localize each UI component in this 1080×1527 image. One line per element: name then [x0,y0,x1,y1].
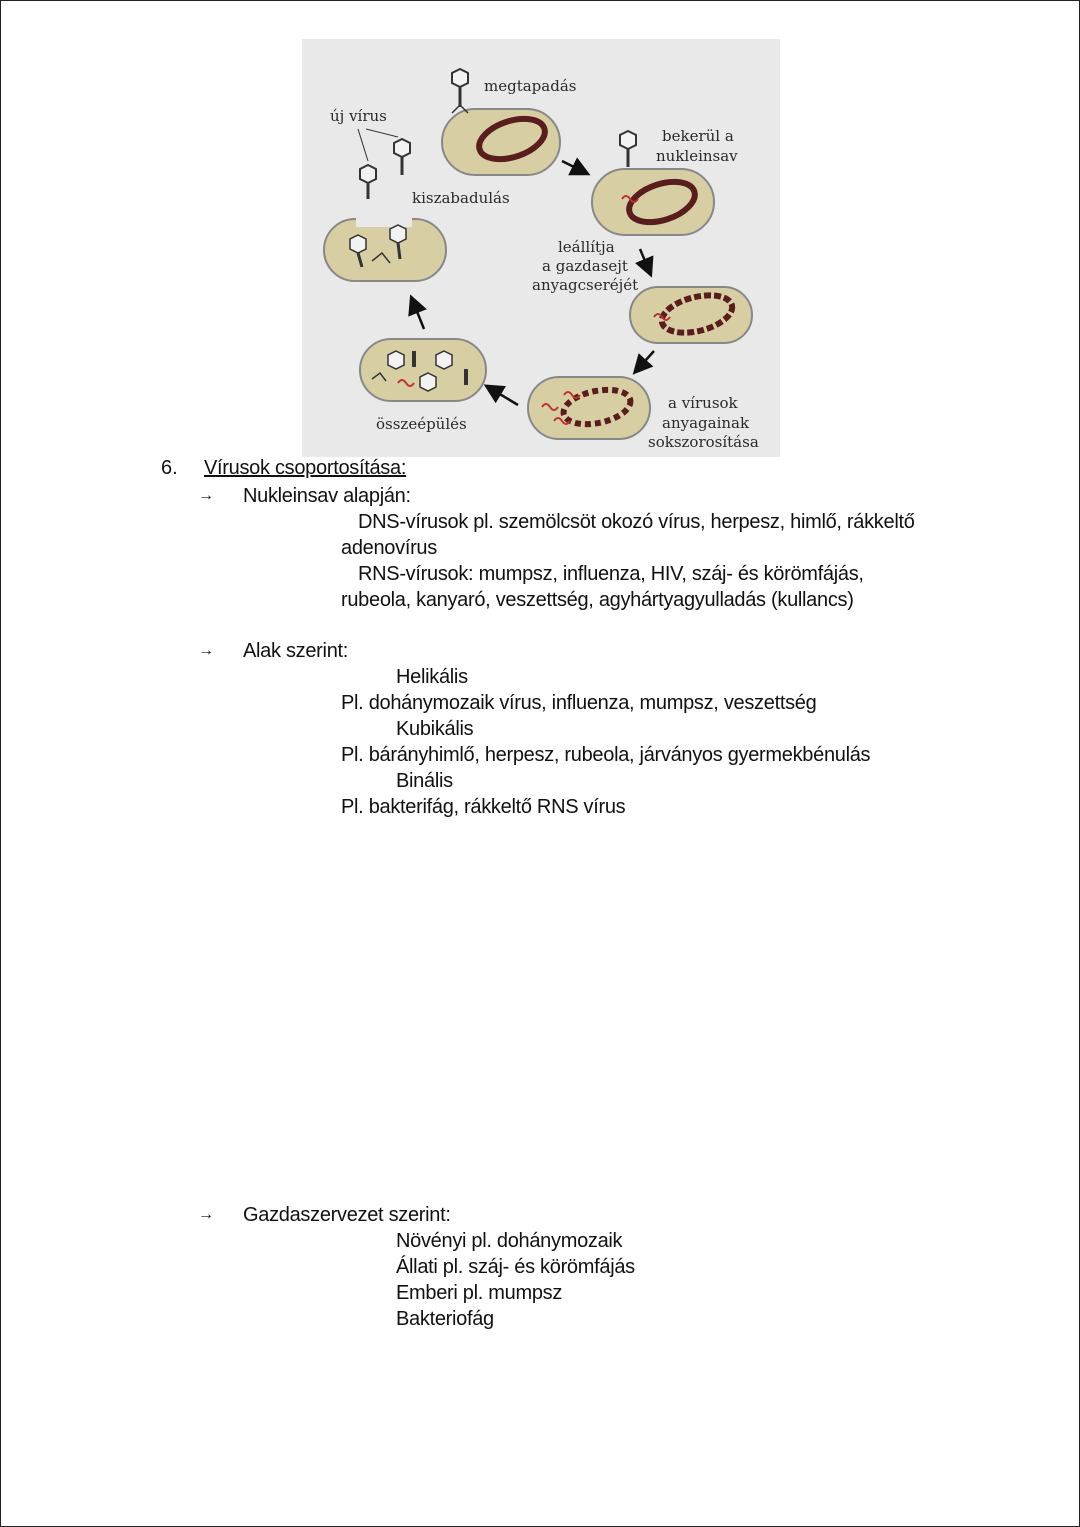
rns-line-1: RNS-vírusok: mumpsz, influenza, HIV, száj- és körömfájás, [358,563,864,585]
label-entry-1: bekerül a [662,127,734,145]
label-replication-1: a vírusok [668,394,738,412]
host-human: Emberi pl. mumpsz [396,1282,563,1304]
label-new-virus: új vírus [330,107,387,125]
label-stop-3: anyagcseréjét [532,276,639,294]
label-entry-2: nukleinsav [656,147,738,165]
shape-helical-example: Pl. dohánymozaik vírus, influenza, mumpsz, veszettség [341,692,817,714]
section-number: 6. [161,457,178,479]
label-replication-3: sokszorosítása [648,433,759,451]
cell-metabolism-stop [630,287,752,343]
cell-replication [528,377,650,439]
shape-heading: Alak szerint: [243,640,349,662]
shape-cubic-example: Pl. bárányhimlő, herpesz, rubeola, járványos gyermekbénulás [341,744,871,766]
shape-helical: Helikális [396,666,468,688]
label-release: kiszabadulás [412,189,510,207]
nucleic-heading: Nukleinsav alapján: [243,485,411,507]
shape-cubic: Kubikális [396,718,474,740]
host-animal: Állati pl. száj- és körömfájás [396,1256,635,1278]
bullet-arrow-icon: → [198,1206,214,1223]
cell-assembly [360,339,486,401]
label-replication-2: anyagainak [662,414,750,432]
bullet-arrow-icon: → [198,487,214,504]
shape-binal: Binális [396,770,453,792]
virus-lifecycle-figure [302,39,780,457]
host-plant: Növényi pl. dohánymozaik [396,1230,623,1252]
dns-line-1: DNS-vírusok pl. szemölcsöt okozó vírus, herpesz, himlő, rákkeltő [358,511,915,533]
label-stop-2: a gazdasejt [542,257,628,275]
label-attachment: megtapadás [484,77,577,95]
section-title: Vírusok csoportosítása: [204,457,407,479]
rns-line-2: rubeola, kanyaró, veszettség, agyhártyagyulladás (kullancs) [341,589,854,611]
label-stop-1: leállítja [558,238,615,256]
shape-binal-example: Pl. bakterifág, rákkeltő RNS vírus [341,796,626,818]
bullet-arrow-icon: → [198,642,214,659]
host-bacteriophage: Bakteriofág [396,1308,494,1330]
host-heading: Gazdaszervezet szerint: [243,1204,451,1226]
label-assembly: összeépülés [376,415,467,433]
dns-line-2: adenovírus [341,537,437,559]
